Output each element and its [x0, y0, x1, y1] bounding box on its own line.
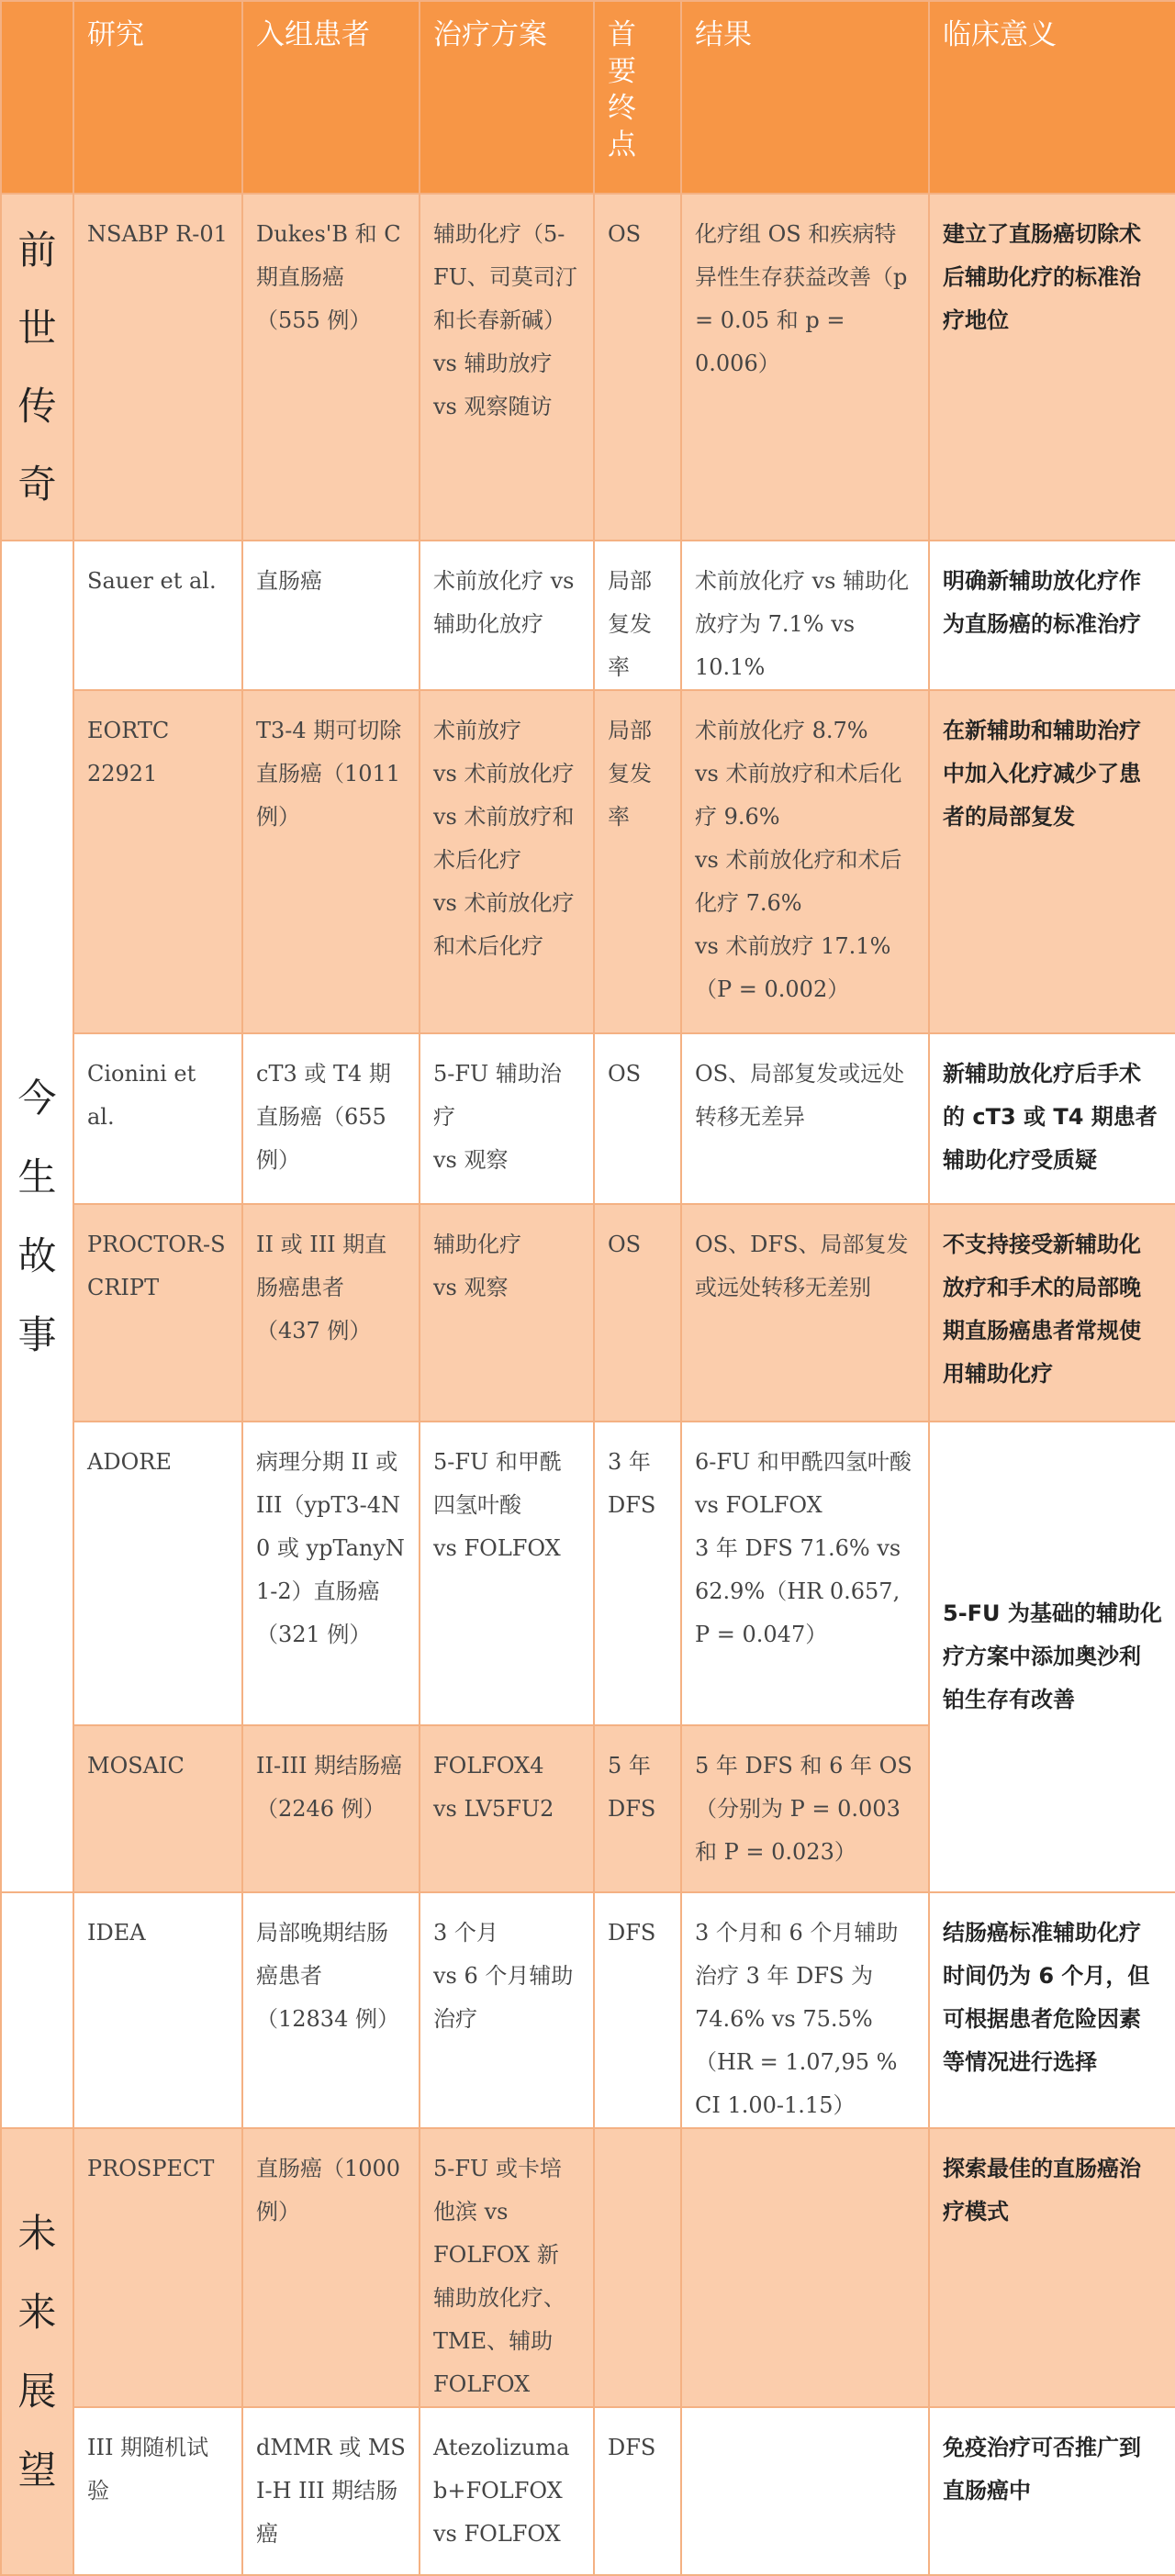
cell-treatment: [420, 690, 594, 1033]
section-future: [1, 2128, 73, 2575]
cell-significance: 在新辅助和辅助治疗中加入化疗减少了患者的局部复发: [929, 690, 1175, 1033]
table-row: [1, 1204, 1175, 1422]
treatment-text: 辅助化疗 vs 观察: [433, 1232, 521, 1300]
cell-patients: II-III 期结肠癌（2246 例）: [242, 1725, 420, 1892]
cell-patients: 直肠癌（1000 例）: [242, 2128, 420, 2407]
cell-endpoint: OS: [594, 194, 681, 541]
header-result: 结果: [681, 1, 929, 194]
cell-patients: Dukes'B 和 C 期直肠癌（555 例）: [242, 194, 420, 541]
cell-patients: cT3 或 T4 期直肠癌（655 例）: [242, 1033, 420, 1204]
cell-study: III 期随机试验: [73, 2407, 242, 2575]
cell-study: NSABP R-01: [73, 194, 242, 541]
cell-treatment: [420, 2407, 594, 2575]
section-present: [1, 541, 73, 1892]
cell-endpoint: 局部复发率: [594, 690, 681, 1033]
cell-study: Sauer et al.: [73, 541, 242, 690]
table-row: [1, 1892, 1175, 2128]
cell-endpoint: 局部复发率: [594, 541, 681, 690]
cell-result: OS、局部复发或远处转移无差异: [681, 1033, 929, 1204]
cell-significance: 明确新辅助放化疗作为直肠癌的标准治疗: [929, 541, 1175, 690]
cell-patients: 直肠癌: [242, 541, 420, 690]
header-study: 研究: [73, 1, 242, 194]
result-text: 6-FU 和甲酰四氢叶酸 vs FOLFOX 3 年 DFS 71.6% vs 62.9%（HR 0.657, P = 0.047）: [695, 1449, 912, 1647]
cell-patients: 病理分期 II 或 III（ypT3-4N0 或 ypTanyN1-2）直肠癌（321 例）: [242, 1422, 420, 1725]
cell-result: OS、DFS、局部复发或远处转移无差别: [681, 1204, 929, 1422]
cell-significance: 建立了直肠癌切除术后辅助化疗的标准治疗地位: [929, 194, 1175, 541]
cell-study: PROCTOR-SCRIPT: [73, 1204, 242, 1422]
cell-result: [681, 2128, 929, 2407]
cell-treatment: [420, 194, 594, 541]
cell-endpoint: 5 年 DFS: [594, 1725, 681, 1892]
table-header-row: [1, 1, 1175, 194]
treatment-text: 术前放疗 vs 术前放化疗 vs 术前放疗和术后化疗 vs 术前放化疗和术后化疗: [433, 718, 575, 959]
table-row: [1, 2128, 1175, 2407]
table-row: [1, 2407, 1175, 2575]
cell-endpoint: 3 年 DFS: [594, 1422, 681, 1725]
cell-study: IDEA: [73, 1892, 242, 2128]
header-section: [1, 1, 73, 194]
cell-result: 5 年 DFS 和 6 年 OS（分别为 P = 0.003 和 P = 0.023）: [681, 1725, 929, 1892]
cell-treatment: [420, 1892, 594, 2128]
cell-significance: 5-FU 为基础的辅助化疗方案中添加奥沙利铂生存有改善: [929, 1422, 1175, 1892]
cell-treatment: [420, 1033, 594, 1204]
cell-significance: 探索最佳的直肠癌治疗模式: [929, 2128, 1175, 2407]
cell-study: MOSAIC: [73, 1725, 242, 1892]
header-treatment: 治疗方案: [420, 1, 594, 194]
cell-significance: 结肠癌标准辅助化疗时间仍为 6 个月，但可根据患者危险因素等情况进行选择: [929, 1892, 1175, 2128]
header-endpoint-text: 首 要 终 点: [608, 18, 636, 162]
cell-significance: 新辅助放化疗后手术的 cT3 或 T4 期患者辅助化疗受质疑: [929, 1033, 1175, 1204]
header-endpoint: [594, 1, 681, 194]
cell-study: PROSPECT: [73, 2128, 242, 2407]
table-row: [1, 541, 1175, 690]
cell-treatment: [420, 1422, 594, 1725]
cell-endpoint: DFS: [594, 1892, 681, 2128]
cell-significance: 不支持接受新辅助化放疗和手术的局部晚期直肠癌患者常规使用辅助化疗: [929, 1204, 1175, 1422]
cell-treatment: [420, 1725, 594, 1892]
table-row: [1, 1033, 1175, 1204]
treatment-text: 5-FU 和甲酰四氢叶酸 vs FOLFOX: [433, 1449, 562, 1561]
cell-result: 术前放化疗 vs 辅助化放疗为 7.1% vs 10.1%: [681, 541, 929, 690]
cell-endpoint: OS: [594, 1204, 681, 1422]
treatment-text: 3 个月 vs 6 个月辅助治疗: [433, 1920, 574, 2032]
section-label: 今生故事: [17, 1075, 57, 1357]
table-row: [1, 1422, 1175, 1725]
cell-study: EORTC 22921: [73, 690, 242, 1033]
cell-treatment: 术前放化疗 vs 辅助化放疗: [420, 541, 594, 690]
cell-result: [681, 2407, 929, 2575]
cell-endpoint: OS: [594, 1033, 681, 1204]
treatment-text: FOLFOX4 vs LV5FU2: [433, 1753, 554, 1822]
cell-treatment: 5-FU 或卡培他滨 vs FOLFOX 新辅助放化疗、TME、辅助 FOLFOX: [420, 2128, 594, 2407]
section-blank: [1, 1892, 73, 2128]
cell-patients: 局部晚期结肠癌患者（12834 例）: [242, 1892, 420, 2128]
section-past: [1, 194, 73, 541]
treatment-text: 辅助化疗（5-FU、司莫司汀和长春新碱） vs 辅助放疗 vs 观察随访: [433, 221, 577, 419]
header-patients: 入组患者: [242, 1, 420, 194]
cell-result: [681, 690, 929, 1033]
cell-patients: dMMR 或 MSI-H III 期结肠癌: [242, 2407, 420, 2575]
cell-patients: II 或 III 期直肠癌患者（437 例）: [242, 1204, 420, 1422]
cell-study: ADORE: [73, 1422, 242, 1725]
cell-patients: T3-4 期可切除直肠癌（1011 例）: [242, 690, 420, 1033]
cell-treatment: [420, 1204, 594, 1422]
cell-result: 化疗组 OS 和疾病特异性生存获益改善（p = 0.05 和 p = 0.006）: [681, 194, 929, 541]
table-row: [1, 690, 1175, 1033]
cell-result: 3 个月和 6 个月辅助治疗 3 年 DFS 为 74.6% vs 75.5%（HR = 1.07,95 % CI 1.00-1.15）: [681, 1892, 929, 2128]
treatment-text: Atezolizumab+FOLFOX vs FOLFOX: [433, 2435, 570, 2547]
cell-endpoint: [594, 2128, 681, 2407]
section-label: 前世传奇: [17, 228, 57, 507]
cell-study: Cionini et al.: [73, 1033, 242, 1204]
cell-significance: 免疫治疗可否推广到直肠癌中: [929, 2407, 1175, 2575]
header-significance: 临床意义: [929, 1, 1175, 194]
table-row: [1, 194, 1175, 541]
cell-endpoint: DFS: [594, 2407, 681, 2575]
section-label: 未来展望: [17, 2210, 57, 2492]
treatment-text: 5-FU 辅助治疗 vs 观察: [433, 1061, 562, 1173]
cell-result: [681, 1422, 929, 1725]
result-text: 术前放化疗 8.7% vs 术前放疗和术后化疗 9.6% vs 术前放化疗和术后化疗 7.6% vs 术前放疗 17.1%（P = 0.002）: [695, 718, 902, 1002]
